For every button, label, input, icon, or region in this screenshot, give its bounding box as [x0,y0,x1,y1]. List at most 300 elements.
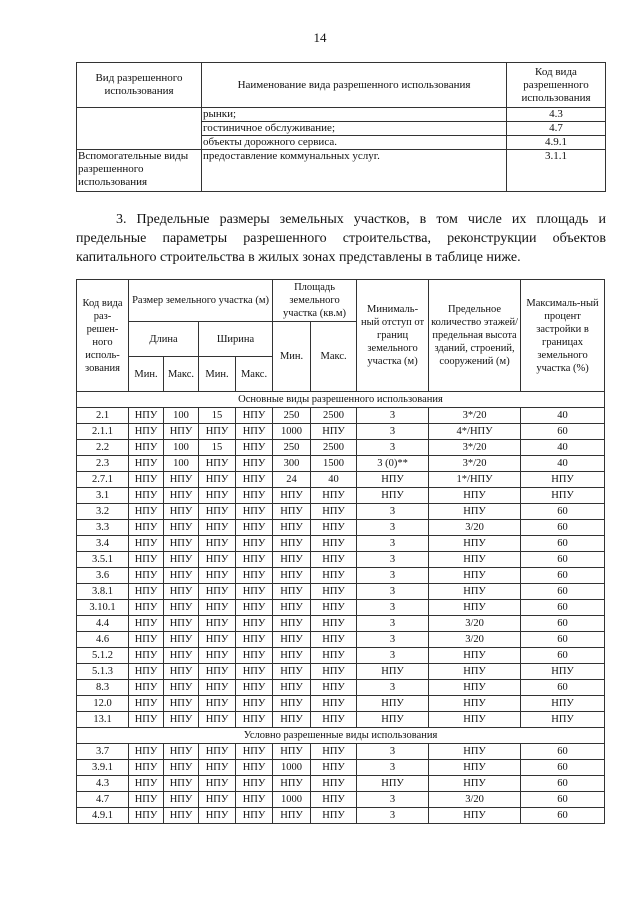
header-row-1 [77,280,605,322]
cell-area-max: НПУ [311,696,357,712]
cell-coverage: НПУ [521,488,605,504]
cell-length-max: НПУ [164,808,199,824]
cell-code: 3.10.1 [77,600,129,616]
cell-width-min: НПУ [199,584,236,600]
cell-width-min: НПУ [199,520,236,536]
cell-length-max: 100 [164,440,199,456]
header-length: Длина [129,322,199,357]
cell-area-min: 1000 [273,424,311,440]
cell-code: 8.3 [77,680,129,696]
cell-area-min: 250 [273,408,311,424]
cell-setback: 3 [357,760,429,776]
permitted-use-table [76,62,606,192]
section-title: Основные виды разрешенного использования [77,392,605,408]
cell-area-max: НПУ [311,760,357,776]
cell-length-min: НПУ [129,648,164,664]
cell-length-min: НПУ [129,760,164,776]
cell-floors: 3*/20 [429,408,521,424]
cell-code: 3.3 [77,520,129,536]
cell-width-min: НПУ [199,616,236,632]
cell-length-max: НПУ [164,632,199,648]
cell-length-min: НПУ [129,504,164,520]
cell-area-min: НПУ [273,712,311,728]
cell-length-max: НПУ [164,584,199,600]
cell-setback: 3 [357,536,429,552]
cell-length-min: НПУ [129,792,164,808]
cell-area-min: НПУ [273,552,311,568]
cell-length-min: НПУ [129,536,164,552]
cell-setback: 3 [357,600,429,616]
cell-area-max: НПУ [311,536,357,552]
cell-setback: НПУ [357,472,429,488]
cell-setback: НПУ [357,696,429,712]
cell-floors: НПУ [429,808,521,824]
cell-code: 4.9.1 [77,808,129,824]
cell-length-max: НПУ [164,520,199,536]
cell-length-max: НПУ [164,680,199,696]
cell-width-max: НПУ [236,632,273,648]
cell-width-max: НПУ [236,424,273,440]
cell-width-max: НПУ [236,536,273,552]
cell-length-max: НПУ [164,792,199,808]
cell-length-max: НПУ [164,776,199,792]
cell-length-max: НПУ [164,472,199,488]
cell-area-min: НПУ [273,696,311,712]
cell-area-max: НПУ [311,792,357,808]
cell-width-max: НПУ [236,680,273,696]
cell-length-max: НПУ [164,696,199,712]
use-name: объекты дорожного сервиса. [202,136,507,150]
cell-coverage: НПУ [521,712,605,728]
cell-width-min: НПУ [199,808,236,824]
header-use-type: Вид разрешенного использования [77,63,202,108]
cell-coverage: 60 [521,632,605,648]
cell-length-min: НПУ [129,808,164,824]
header-width-min: Мин. [199,357,236,392]
cell-coverage: НПУ [521,696,605,712]
use-name: предоставление коммунальных услуг. [202,150,507,192]
cell-code: 4.3 [77,776,129,792]
cell-setback: 3 [357,440,429,456]
cell-area-min: 300 [273,456,311,472]
cell-setback: 3 [357,616,429,632]
cell-area-max: НПУ [311,680,357,696]
use-code: 4.7 [507,122,606,136]
table-row [77,696,605,712]
cell-coverage: 60 [521,584,605,600]
cell-area-min: НПУ [273,616,311,632]
cell-setback: НПУ [357,776,429,792]
cell-area-max: НПУ [311,664,357,680]
table-row [77,456,605,472]
table-row [77,568,605,584]
cell-setback: 3 [357,808,429,824]
category-cell-empty [77,108,202,150]
cell-area-max: НПУ [311,776,357,792]
cell-code: 12.0 [77,696,129,712]
cell-area-max: 40 [311,472,357,488]
cell-length-min: НПУ [129,632,164,648]
cell-length-max: НПУ [164,648,199,664]
paragraph-text: 3. Предельные размеры земельных участков, в том числе их площадь и предельные параметры разрешенного строительства, реконструкции объектов капитального строительства в жилых зонах представлены в таблице ниже. [76,212,606,265]
table-row [77,488,605,504]
cell-width-min: НПУ [199,568,236,584]
cell-area-max: НПУ [311,744,357,760]
cell-area-max: НПУ [311,424,357,440]
cell-width-max: НПУ [236,552,273,568]
cell-area-max: 2500 [311,440,357,456]
cell-length-max: НПУ [164,664,199,680]
cell-coverage: 60 [521,552,605,568]
cell-width-max: НПУ [236,504,273,520]
cell-width-min: НПУ [199,760,236,776]
cell-area-min: 1000 [273,792,311,808]
cell-code: 3.7 [77,744,129,760]
cell-code: 3.2 [77,504,129,520]
table-row [77,680,605,696]
cell-area-min: НПУ [273,536,311,552]
use-code: 3.1.1 [507,150,606,192]
header-size: Размер земельного участка (м) [129,280,273,322]
cell-floors: НПУ [429,504,521,520]
cell-code: 4.4 [77,616,129,632]
cell-length-min: НПУ [129,472,164,488]
cell-width-max: НПУ [236,696,273,712]
section-row [77,728,605,744]
header-area: Площадь земельного участка (кв.м) [273,280,357,322]
cell-floors: 4*/НПУ [429,424,521,440]
cell-width-max: НПУ [236,408,273,424]
cell-coverage: 60 [521,792,605,808]
cell-area-max: НПУ [311,552,357,568]
cell-floors: НПУ [429,568,521,584]
cell-area-max: НПУ [311,488,357,504]
use-code: 4.3 [507,108,606,122]
cell-width-max: НПУ [236,472,273,488]
cell-coverage: 60 [521,536,605,552]
cell-floors: 3/20 [429,792,521,808]
cell-setback: 3 [357,584,429,600]
table-row [77,520,605,536]
cell-area-max: НПУ [311,712,357,728]
cell-floors: НПУ [429,664,521,680]
cell-width-min: НПУ [199,712,236,728]
cell-floors: 3/20 [429,520,521,536]
cell-coverage: 60 [521,680,605,696]
header-coverage: Максималь-ный процент застройки в границах земельного участка (%) [521,280,605,392]
cell-width-min: НПУ [199,792,236,808]
cell-floors: НПУ [429,584,521,600]
cell-setback: НПУ [357,664,429,680]
cell-coverage: НПУ [521,664,605,680]
cell-length-max: НПУ [164,616,199,632]
table-row [77,536,605,552]
cell-width-max: НПУ [236,776,273,792]
header-setback: Минималь-ный отступ от границ земельного участка (м) [357,280,429,392]
cell-area-min: НПУ [273,504,311,520]
cell-coverage: 60 [521,648,605,664]
cell-area-max: НПУ [311,520,357,536]
cell-coverage: 40 [521,408,605,424]
cell-length-min: НПУ [129,488,164,504]
cell-area-max: 2500 [311,408,357,424]
cell-area-min: 24 [273,472,311,488]
cell-floors: НПУ [429,776,521,792]
cell-setback: 3 [357,792,429,808]
cell-code: 3.6 [77,568,129,584]
cell-floors: НПУ [429,696,521,712]
land-plot-parameters-table [76,279,605,824]
cell-code: 2.1.1 [77,424,129,440]
table-row [77,504,605,520]
cell-length-max: НПУ [164,744,199,760]
table-row [77,760,605,776]
category-cell: Вспомогательные виды разрешенного использования [77,150,202,192]
cell-area-max: НПУ [311,568,357,584]
header-use-code: Код вида разрешенного использования [507,63,606,108]
cell-length-min: НПУ [129,440,164,456]
cell-length-min: НПУ [129,664,164,680]
cell-setback: 3 (0)** [357,456,429,472]
cell-setback: 3 [357,552,429,568]
cell-coverage: 60 [521,616,605,632]
cell-width-min: НПУ [199,696,236,712]
cell-length-max: НПУ [164,568,199,584]
table-row [77,712,605,728]
cell-coverage: 60 [521,520,605,536]
cell-area-min: НПУ [273,648,311,664]
cell-area-max: НПУ [311,648,357,664]
cell-area-min: НПУ [273,680,311,696]
cell-area-min: НПУ [273,808,311,824]
cell-coverage: 40 [521,456,605,472]
cell-code: 3.5.1 [77,552,129,568]
cell-floors: НПУ [429,552,521,568]
cell-area-max: 1500 [311,456,357,472]
cell-coverage: 60 [521,504,605,520]
cell-code: 3.9.1 [77,760,129,776]
use-code: 4.9.1 [507,136,606,150]
cell-code: 2.2 [77,440,129,456]
cell-code: 2.1 [77,408,129,424]
paragraph-3 [76,210,606,267]
cell-floors: НПУ [429,488,521,504]
table-row [77,648,605,664]
cell-area-min: НПУ [273,776,311,792]
table-row [77,440,605,456]
cell-coverage: 60 [521,744,605,760]
table-row [77,632,605,648]
cell-setback: НПУ [357,488,429,504]
cell-area-max: НПУ [311,584,357,600]
table-row [77,600,605,616]
table-row [77,744,605,760]
cell-length-min: НПУ [129,616,164,632]
cell-length-min: НПУ [129,456,164,472]
cell-width-max: НПУ [236,760,273,776]
cell-width-max: НПУ [236,712,273,728]
cell-floors: 3/20 [429,632,521,648]
section-title: Условно разрешенные виды использования [77,728,605,744]
cell-floors: НПУ [429,600,521,616]
cell-width-max: НПУ [236,584,273,600]
cell-area-min: 250 [273,440,311,456]
table-row [77,616,605,632]
table-row [77,150,606,192]
cell-area-min: НПУ [273,488,311,504]
cell-area-min: НПУ [273,520,311,536]
cell-length-max: НПУ [164,712,199,728]
header-code: Код вида раз-решен-ного исполь-зования [77,280,129,392]
cell-width-max: НПУ [236,792,273,808]
table-body [77,392,605,824]
table-row [77,424,605,440]
table-row [77,552,605,568]
cell-floors: НПУ [429,712,521,728]
cell-setback: 3 [357,408,429,424]
cell-width-max: НПУ [236,600,273,616]
table-header-row [77,63,606,108]
table-row [77,664,605,680]
cell-width-min: НПУ [199,552,236,568]
cell-width-min: НПУ [199,504,236,520]
cell-floors: 1*/НПУ [429,472,521,488]
header-length-min: Мин. [129,357,164,392]
use-name: гостиничное обслуживание; [202,122,507,136]
cell-length-max: НПУ [164,488,199,504]
cell-length-min: НПУ [129,680,164,696]
cell-width-min: НПУ [199,632,236,648]
cell-floors: 3*/20 [429,456,521,472]
cell-code: 5.1.2 [77,648,129,664]
cell-floors: НПУ [429,648,521,664]
cell-length-min: НПУ [129,696,164,712]
cell-length-min: НПУ [129,584,164,600]
cell-floors: НПУ [429,760,521,776]
cell-code: 13.1 [77,712,129,728]
section-row [77,392,605,408]
cell-area-min: НПУ [273,584,311,600]
table-row [77,584,605,600]
cell-code: 2.3 [77,456,129,472]
cell-length-min: НПУ [129,568,164,584]
cell-length-min: НПУ [129,600,164,616]
cell-length-max: НПУ [164,536,199,552]
header-use-name: Наименование вида разрешенного использования [202,63,507,108]
table-row [77,472,605,488]
cell-setback: 3 [357,744,429,760]
cell-setback: 3 [357,568,429,584]
cell-width-min: 15 [199,440,236,456]
cell-coverage: 60 [521,424,605,440]
cell-area-min: 1000 [273,760,311,776]
cell-width-max: НПУ [236,808,273,824]
cell-area-min: НПУ [273,568,311,584]
cell-length-min: НПУ [129,408,164,424]
header-area-min: Мин. [273,322,311,392]
page-number: 14 [313,30,327,45]
header-width: Ширина [199,322,273,357]
cell-width-min: НПУ [199,488,236,504]
cell-width-min: НПУ [199,648,236,664]
use-name: рынки; [202,108,507,122]
table-row [77,108,606,122]
cell-area-max: НПУ [311,616,357,632]
header-area-max: Макс. [311,322,357,392]
header-floors: Предельное количество этажей/ предельная высота зданий, строений, сооружений (м) [429,280,521,392]
cell-setback: 3 [357,504,429,520]
cell-length-max: НПУ [164,424,199,440]
cell-setback: 3 [357,520,429,536]
cell-length-max: 100 [164,408,199,424]
cell-width-max: НПУ [236,568,273,584]
cell-length-min: НПУ [129,552,164,568]
cell-coverage: 60 [521,808,605,824]
cell-code: 4.6 [77,632,129,648]
header-width-max: Макс. [236,357,273,392]
cell-floors: НПУ [429,744,521,760]
cell-width-min: НПУ [199,744,236,760]
cell-width-max: НПУ [236,456,273,472]
cell-width-min: НПУ [199,664,236,680]
cell-setback: 3 [357,648,429,664]
cell-coverage: 60 [521,568,605,584]
cell-code: 2.7.1 [77,472,129,488]
cell-length-min: НПУ [129,712,164,728]
cell-floors: 3*/20 [429,440,521,456]
cell-setback: 3 [357,680,429,696]
cell-area-max: НПУ [311,808,357,824]
cell-width-max: НПУ [236,488,273,504]
cell-area-min: НПУ [273,632,311,648]
cell-coverage: 60 [521,776,605,792]
cell-coverage: 60 [521,760,605,776]
cell-length-max: НПУ [164,504,199,520]
cell-area-min: НПУ [273,600,311,616]
cell-code: 3.8.1 [77,584,129,600]
cell-width-min: НПУ [199,424,236,440]
cell-floors: 3/20 [429,616,521,632]
table-row [77,808,605,824]
cell-area-max: НПУ [311,600,357,616]
cell-width-min: 15 [199,408,236,424]
cell-area-max: НПУ [311,504,357,520]
cell-area-min: НПУ [273,664,311,680]
cell-length-min: НПУ [129,520,164,536]
cell-width-max: НПУ [236,616,273,632]
cell-width-min: НПУ [199,680,236,696]
cell-coverage: 60 [521,600,605,616]
cell-width-max: НПУ [236,520,273,536]
cell-width-min: НПУ [199,776,236,792]
cell-width-max: НПУ [236,744,273,760]
cell-width-min: НПУ [199,456,236,472]
cell-setback: НПУ [357,712,429,728]
cell-area-max: НПУ [311,632,357,648]
cell-length-max: НПУ [164,552,199,568]
cell-length-min: НПУ [129,744,164,760]
cell-setback: 3 [357,424,429,440]
cell-width-max: НПУ [236,440,273,456]
table-row [77,792,605,808]
cell-code: 4.7 [77,792,129,808]
cell-length-max: НПУ [164,760,199,776]
cell-area-min: НПУ [273,744,311,760]
cell-code: 5.1.3 [77,664,129,680]
cell-width-min: НПУ [199,536,236,552]
cell-length-max: НПУ [164,600,199,616]
cell-length-max: 100 [164,456,199,472]
